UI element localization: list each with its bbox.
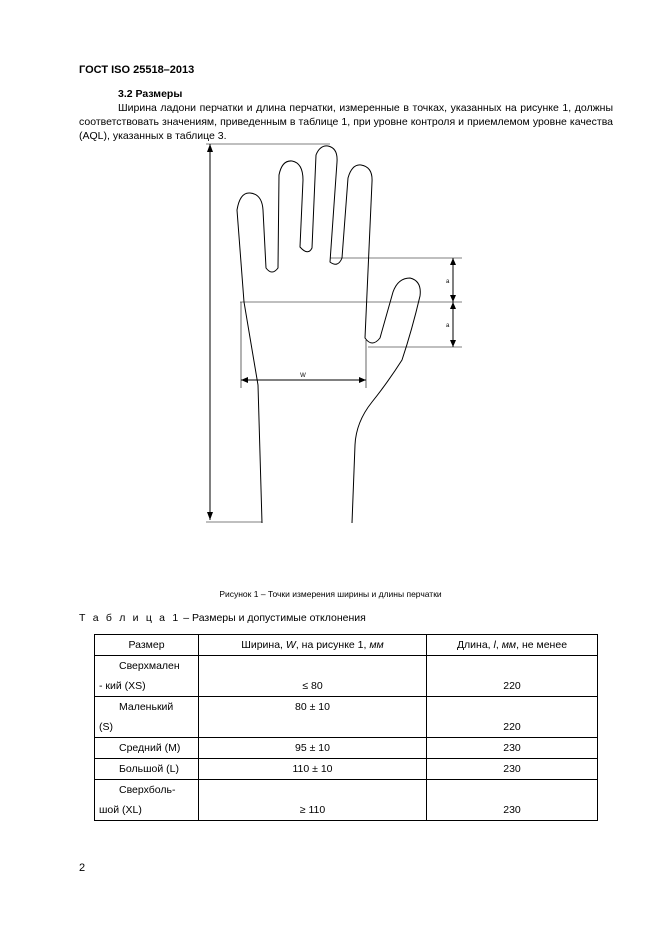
length-cell: 230: [427, 759, 598, 780]
size-cell: Маленький (S): [95, 697, 199, 738]
figure-caption: Рисунок 1 – Точки измерения ширины и длины перчатки: [219, 589, 442, 599]
length-cell: 230: [427, 738, 598, 759]
a-label-upper: a: [446, 279, 450, 285]
width-cell: 80 ± 10: [199, 697, 427, 738]
table-header-row: [95, 635, 598, 656]
size-cell: Средний (M): [95, 738, 199, 759]
section-paragraph: Ширина ладони перчатки и длина перчатки, измеренные в точках, указанных на рисунке 1, должны соответствовать значениям, приведенным в таблице 1, при уровне контроля и приемлемом уровне качества (AQL), указанных в таблице 3.: [79, 102, 613, 143]
glove-outline: [237, 146, 420, 523]
width-cell: 110 ± 10: [199, 759, 427, 780]
sizes-table: [94, 634, 598, 821]
width-cell: 95 ± 10: [199, 738, 427, 759]
table-row: [95, 656, 598, 697]
length-cell: 230: [427, 780, 598, 821]
a-label-lower: a: [446, 323, 450, 329]
table-row: [95, 697, 598, 738]
width-label: W: [300, 373, 306, 379]
section-title: 3.2 Размеры: [118, 88, 183, 100]
width-cell: ≤ 80: [199, 656, 427, 697]
table-title-text: – Размеры и допустимые отклонения: [180, 612, 366, 624]
table-title-label: Т а б л и ц а 1: [79, 612, 181, 624]
length-cell: 220: [427, 697, 598, 738]
header-width: Ширина, W, на рисунке 1, мм: [199, 635, 427, 656]
table-row: [95, 759, 598, 780]
size-cell: Сверхболь- шой (XL): [95, 780, 199, 821]
length-cell: 220: [427, 656, 598, 697]
width-cell: ≥ 110: [199, 780, 427, 821]
table-row: [95, 780, 598, 821]
document-code: ГОСТ ISO 25518–2013: [79, 64, 195, 76]
page-number: 2: [79, 862, 86, 874]
header-size: Размер: [95, 635, 199, 656]
header-length: Длина, l, мм, не менее: [427, 635, 598, 656]
size-cell: Большой (L): [95, 759, 199, 780]
table-title: [79, 612, 366, 624]
glove-figure: [190, 140, 480, 530]
table-row: [95, 738, 598, 759]
size-cell: Сверхмален - кий (XS): [95, 656, 199, 697]
